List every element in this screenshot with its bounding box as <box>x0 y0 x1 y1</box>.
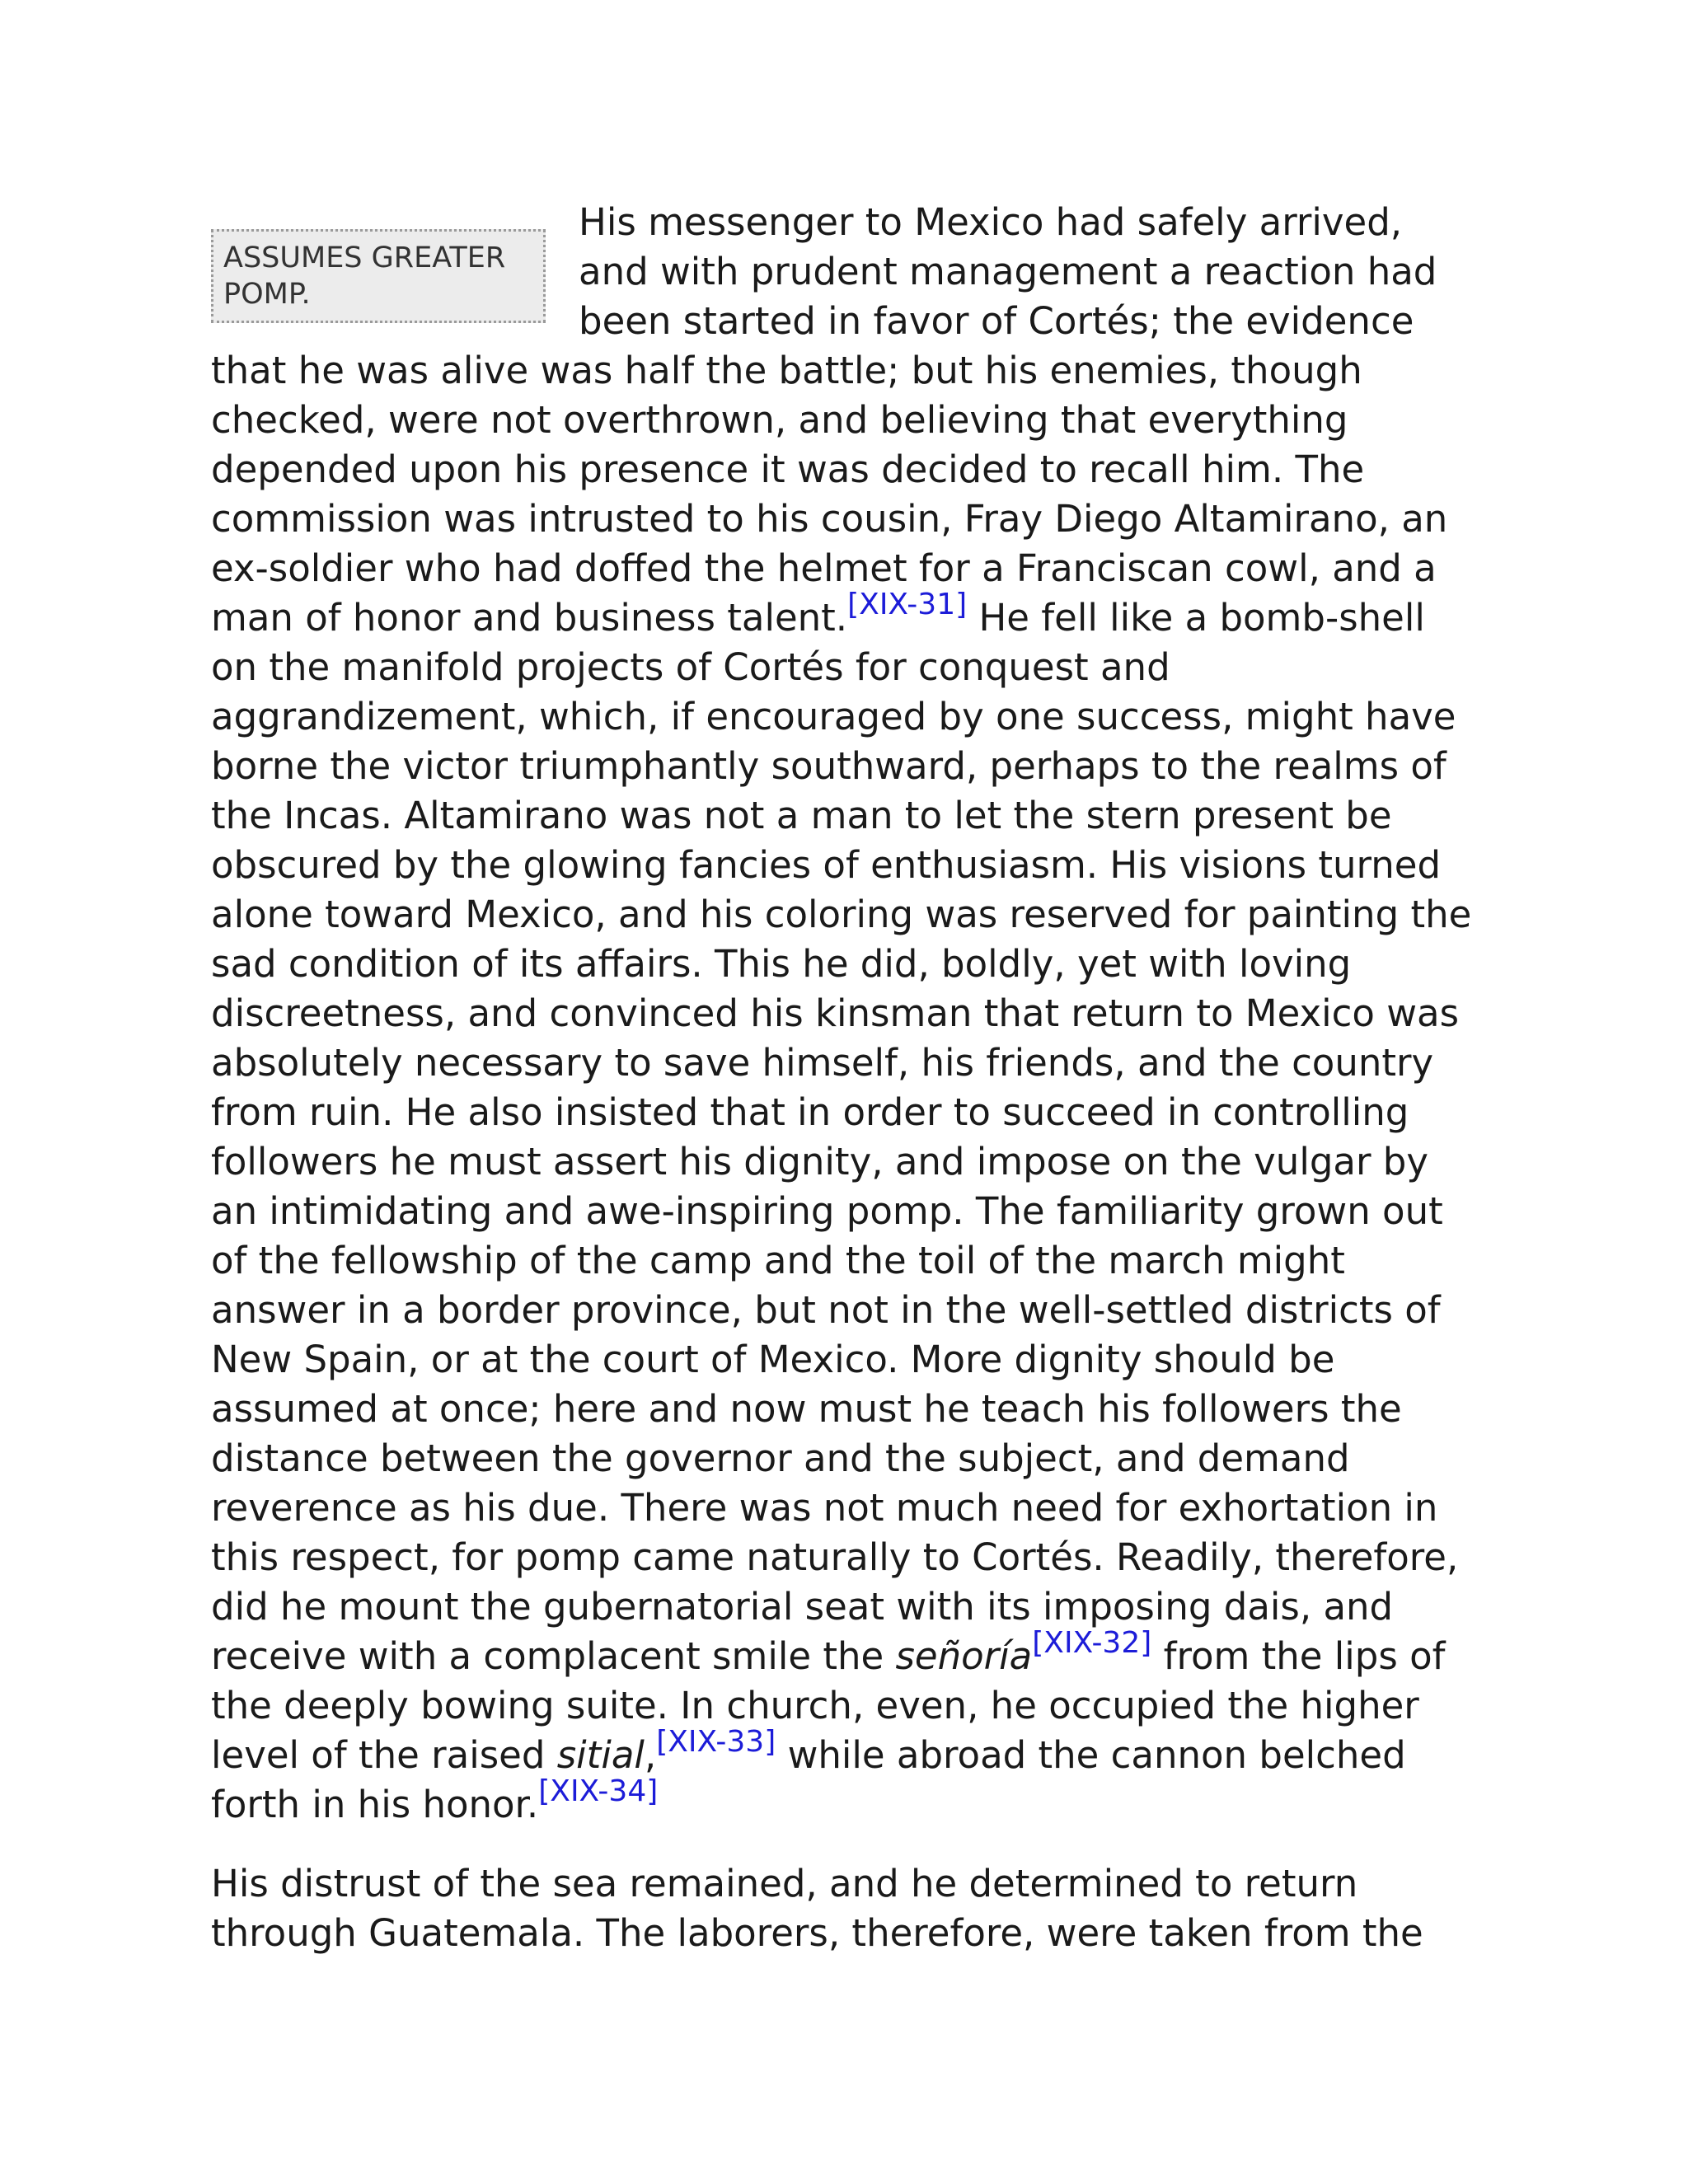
document-page <box>211 198 1480 1958</box>
italic-term: señoría <box>895 1634 1033 1678</box>
text-run: His messenger to Mexico had safely arrived, and with prudent management a reaction had been started in favor of Cortés; the evidence that he was alive was half the battle; but his enemies, though checked, were not overthrown, and believing that everything depended upon his presence it was decided to recall him. The commission was intrusted to his cousin, Fray Diego Altamirano, an ex-soldier who had doffed the helmet for a Franciscan cowl, and a man of honor and business talent. <box>211 200 1448 640</box>
text-run: while abroad the cannon belched forth in his honor. <box>211 1733 1406 1826</box>
footnote-link[interactable]: [XIX-32] <box>1032 1626 1152 1661</box>
paragraph: His distrust of the sea remained, and he determined to return through Guatemala. The laborers, therefore, were taken from the <box>211 1862 1423 1955</box>
footnote-link[interactable]: [XIX-34] <box>538 1774 659 1809</box>
footnote-link[interactable]: [XIX-33] <box>656 1725 776 1760</box>
text-run: He fell like a bomb-shell on the manifold projects of Cortés for conquest and aggrandizement, which, if encouraged by one success, might have borne the victor triumphantly southward, perhaps to the realms of the Incas. Altamirano was not a man to let the stern present be obscured by the glowing fancies of enthusiasm. His visions turned alone toward Mexico, and his coloring was reserved for painting the sad condition of its affairs. This he did, boldly, yet with loving discreetness, and convinced his kinsman that return to Mexico was absolutely necessary to save himself, his friends, and the country from ruin. He also insisted that in order to succeed in controlling followers he must assert his dignity, and impose on the vulgar by an intimidating and awe-inspiring pomp. The familiarity grown out of the fellowship of the camp and the toil of the march might answer in a border province, but not in the well-settled districts of New Spain, or at the court of Mexico. More dignity should be assumed at once; here and now must he teach his followers the distance between the governor and the subject, and demand reverence as his due. There was not much need for exhortation in this respect, for pomp came naturally to Cortés. Readily, therefore, did he mount the gubernatorial seat with its imposing dais, and receive with a complacent smile the <box>211 596 1472 1678</box>
margin-note: ASSUMES GREATER POMP. <box>211 229 546 323</box>
text-run: from the lips of the deeply bowing suite. In church, even, he occupied the higher level of the raised <box>211 1634 1446 1777</box>
footnote-link[interactable]: [XIX-31] <box>847 588 968 622</box>
text-run: , <box>644 1733 657 1777</box>
italic-term: sitial <box>556 1733 645 1777</box>
paragraph <box>211 198 1480 1830</box>
